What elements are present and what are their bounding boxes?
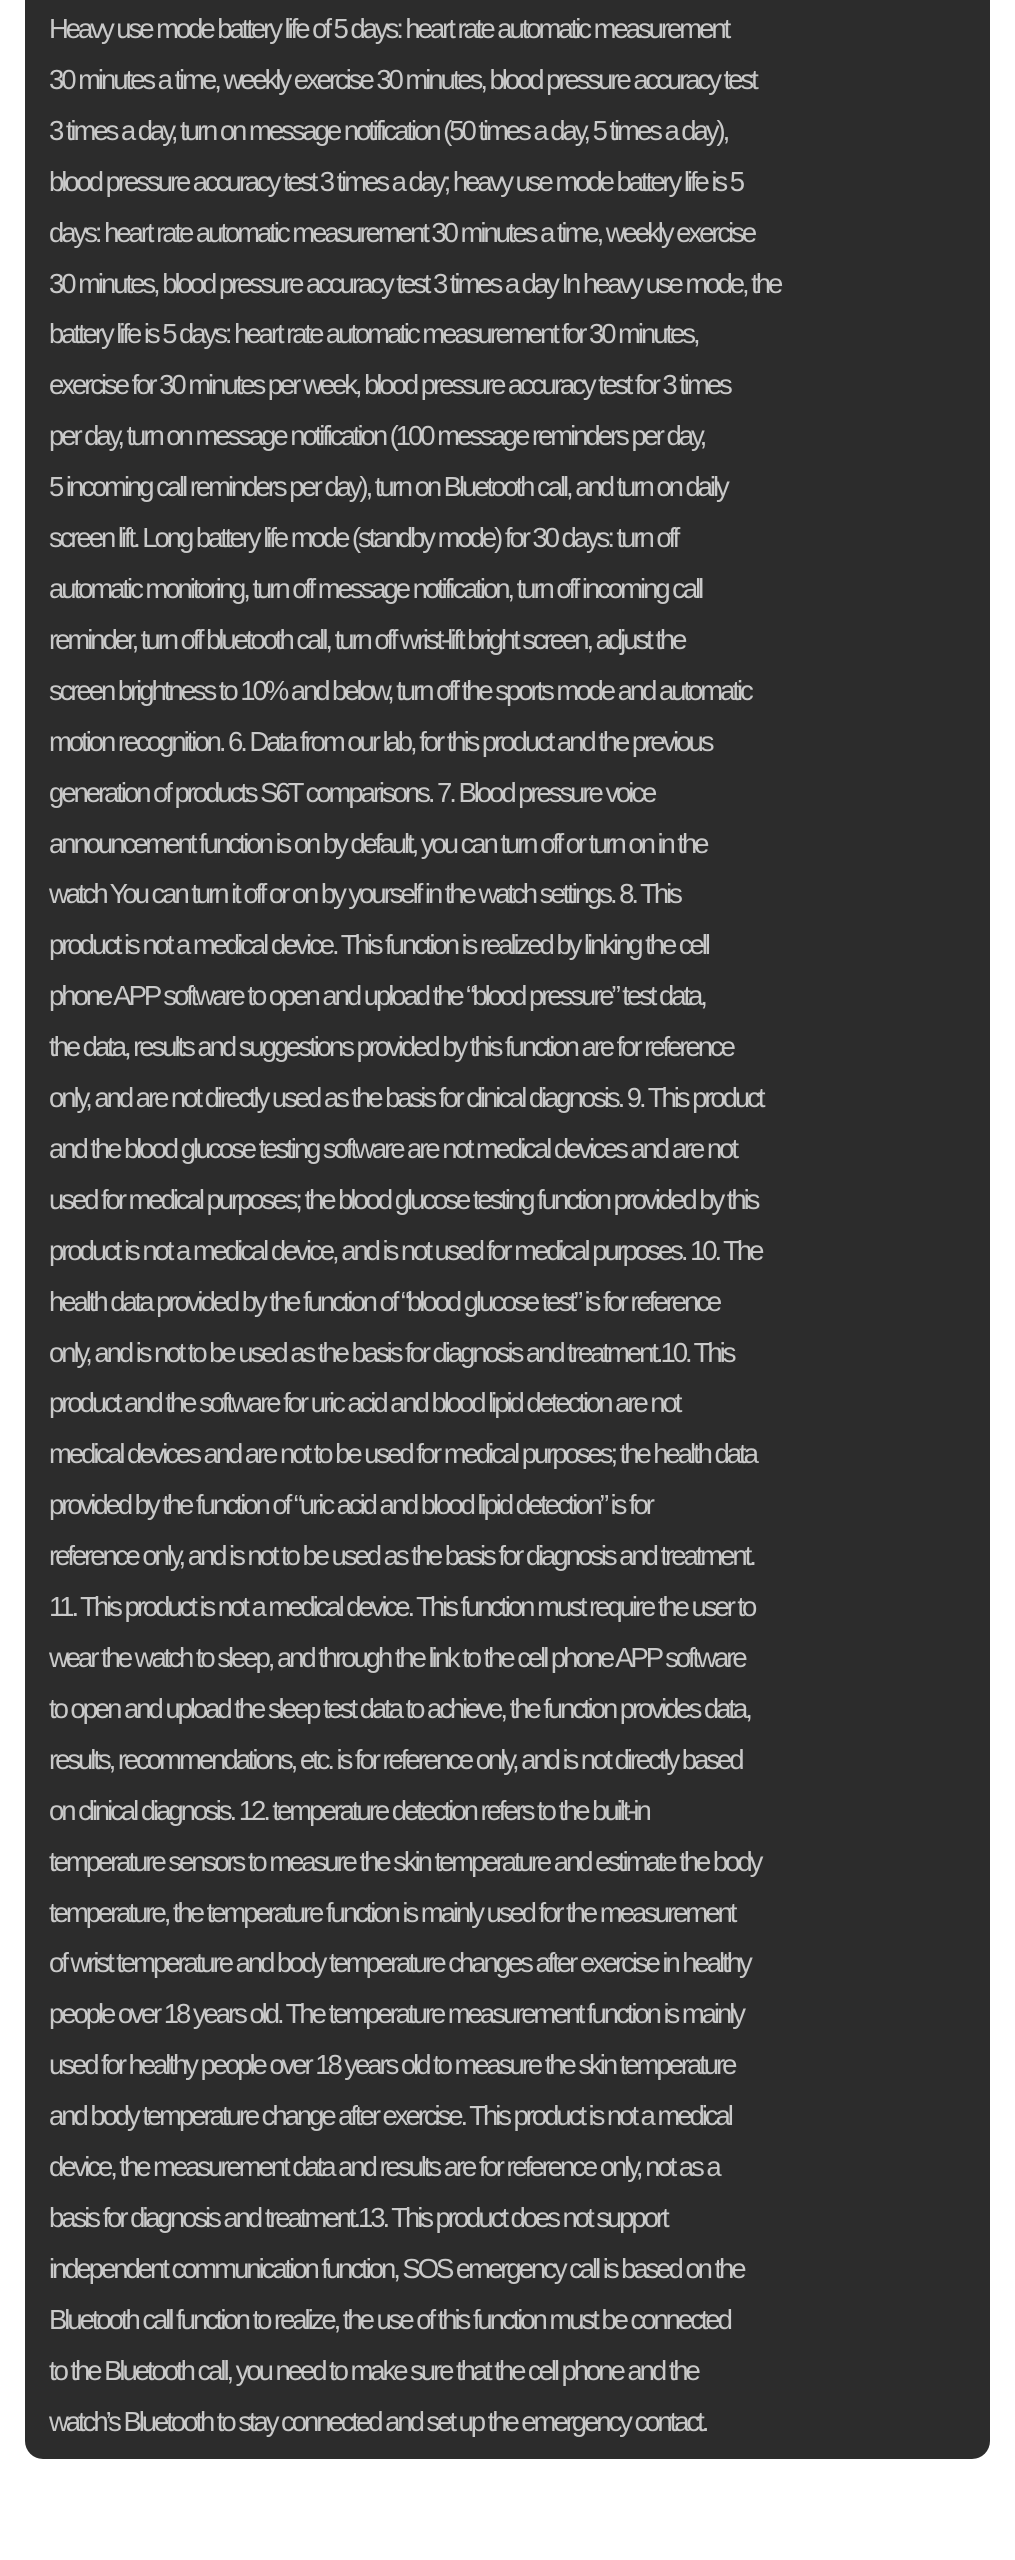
text-line: product and the software for uric acid and blood lipid detection are not <box>49 1387 680 1419</box>
text-line: provided by the function of “uric acid and blood lipid detection” is for <box>49 1489 652 1521</box>
text-line: used for medical purposes; the blood glucose testing function provided by this <box>49 1183 758 1215</box>
text-line: people over 18 years old. The temperature measurement function is mainly <box>49 1998 743 2030</box>
text-line: temperature sensors to measure the skin temperature and estimate the body <box>49 1845 761 1877</box>
text-line: screen lift. Long battery life mode (standby mode) for 30 days: turn off <box>49 522 678 554</box>
text-line: phone APP software to open and upload the “blood pressure” test data, <box>49 980 705 1012</box>
text-line: to open and upload the sleep test data to achieve, the function provides data, <box>49 1692 750 1724</box>
text-line: basis for diagnosis and treatment.13. This product does not support <box>49 2201 667 2233</box>
text-line: reference only, and is not to be used as the basis for diagnosis and treatment. <box>49 1540 754 1572</box>
text-line: exercise for 30 minutes per week, blood pressure accuracy test for 3 times <box>49 369 730 401</box>
text-line: 3 times a day, turn on message notification (50 times a day, 5 times a day), <box>49 114 728 146</box>
text-line: motion recognition. 6. Data from our lab, for this product and the previous <box>49 725 712 757</box>
disclaimer-panel <box>25 0 990 2459</box>
text-line: on clinical diagnosis. 12. temperature detection refers to the built-in <box>49 1794 649 1826</box>
text-line: 30 minutes, blood pressure accuracy test 3 times a day In heavy use mode, the <box>49 267 781 299</box>
text-line: only, and is not to be used as the basis for diagnosis and treatment.10. This <box>49 1336 734 1368</box>
text-line: and body temperature change after exercise. This product is not a medical <box>49 2100 731 2132</box>
text-line: product is not a medical device. This function is realized by linking the cell <box>49 929 708 961</box>
text-line: automatic monitoring, turn off message notification, turn off incoming call <box>49 572 702 604</box>
text-line: only, and are not directly used as the basis for clinical diagnosis. 9. This product <box>49 1082 763 1114</box>
text-line: and the blood glucose testing software are not medical devices and are not <box>49 1132 736 1164</box>
text-line: to the Bluetooth call, you need to make sure that the cell phone and the <box>49 2354 698 2386</box>
text-line: announcement function is on by default, you can turn off or turn on in the <box>49 827 707 859</box>
text-line: of wrist temperature and body temperature changes after exercise in healthy <box>49 1947 750 1979</box>
text-line: blood pressure accuracy test 3 times a day; heavy use mode battery life is 5 <box>49 165 742 197</box>
text-line: screen brightness to 10% and below, turn off the sports mode and automatic <box>49 674 751 706</box>
text-line: health data provided by the function of “blood glucose test” is for reference <box>49 1285 720 1317</box>
text-line: days: heart rate automatic measurement 30 minutes a time, weekly exercise <box>49 216 755 248</box>
text-line: watch You can turn it off or on by yourself in the watch settings. 8. This <box>49 878 680 910</box>
text-line: battery life is 5 days: heart rate automatic measurement for 30 minutes, <box>49 318 698 350</box>
text-line: 5 incoming call reminders per day), turn on Bluetooth call, and turn on daily <box>49 471 727 503</box>
text-line: temperature, the temperature function is mainly used for the measurement <box>49 1896 735 1928</box>
text-line: results, recommendations, etc. is for reference only, and is not directly based <box>49 1743 742 1775</box>
text-line: 11. This product is not a medical device. This function must require the user to <box>49 1591 755 1623</box>
text-line: medical devices and are not to be used for medical purposes; the health data <box>49 1438 756 1470</box>
text-line: used for healthy people over 18 years old to measure the skin temperature <box>49 2049 735 2081</box>
text-line: reminder, turn off bluetooth call, turn off wrist-lift bright screen, adjust the <box>49 623 685 655</box>
text-line: product is not a medical device, and is not used for medical purposes. 10. The <box>49 1234 762 1266</box>
disclaimer-text <box>49 4 990 2448</box>
text-line: independent communication function, SOS emergency call is based on the <box>49 2252 744 2284</box>
text-line: watch’s Bluetooth to stay connected and set up the emergency contact. <box>49 2405 707 2437</box>
text-line: generation of products S6T comparisons. 7. Blood pressure voice <box>49 776 655 808</box>
text-line: device, the measurement data and results are for reference only, not as a <box>49 2151 719 2183</box>
text-line: Heavy use mode battery life of 5 days: heart rate automatic measurement <box>49 13 729 44</box>
text-line: per day, turn on message notification (100 message reminders per day, <box>49 420 705 452</box>
text-line: Bluetooth call function to realize, the use of this function must be connected <box>49 2303 730 2335</box>
text-line: wear the watch to sleep, and through the link to the cell phone APP software <box>49 1642 745 1673</box>
text-line: 30 minutes a time, weekly exercise 30 minutes, blood pressure accuracy test <box>49 63 756 95</box>
text-line: the data, results and suggestions provided by this function are for reference <box>49 1031 733 1063</box>
